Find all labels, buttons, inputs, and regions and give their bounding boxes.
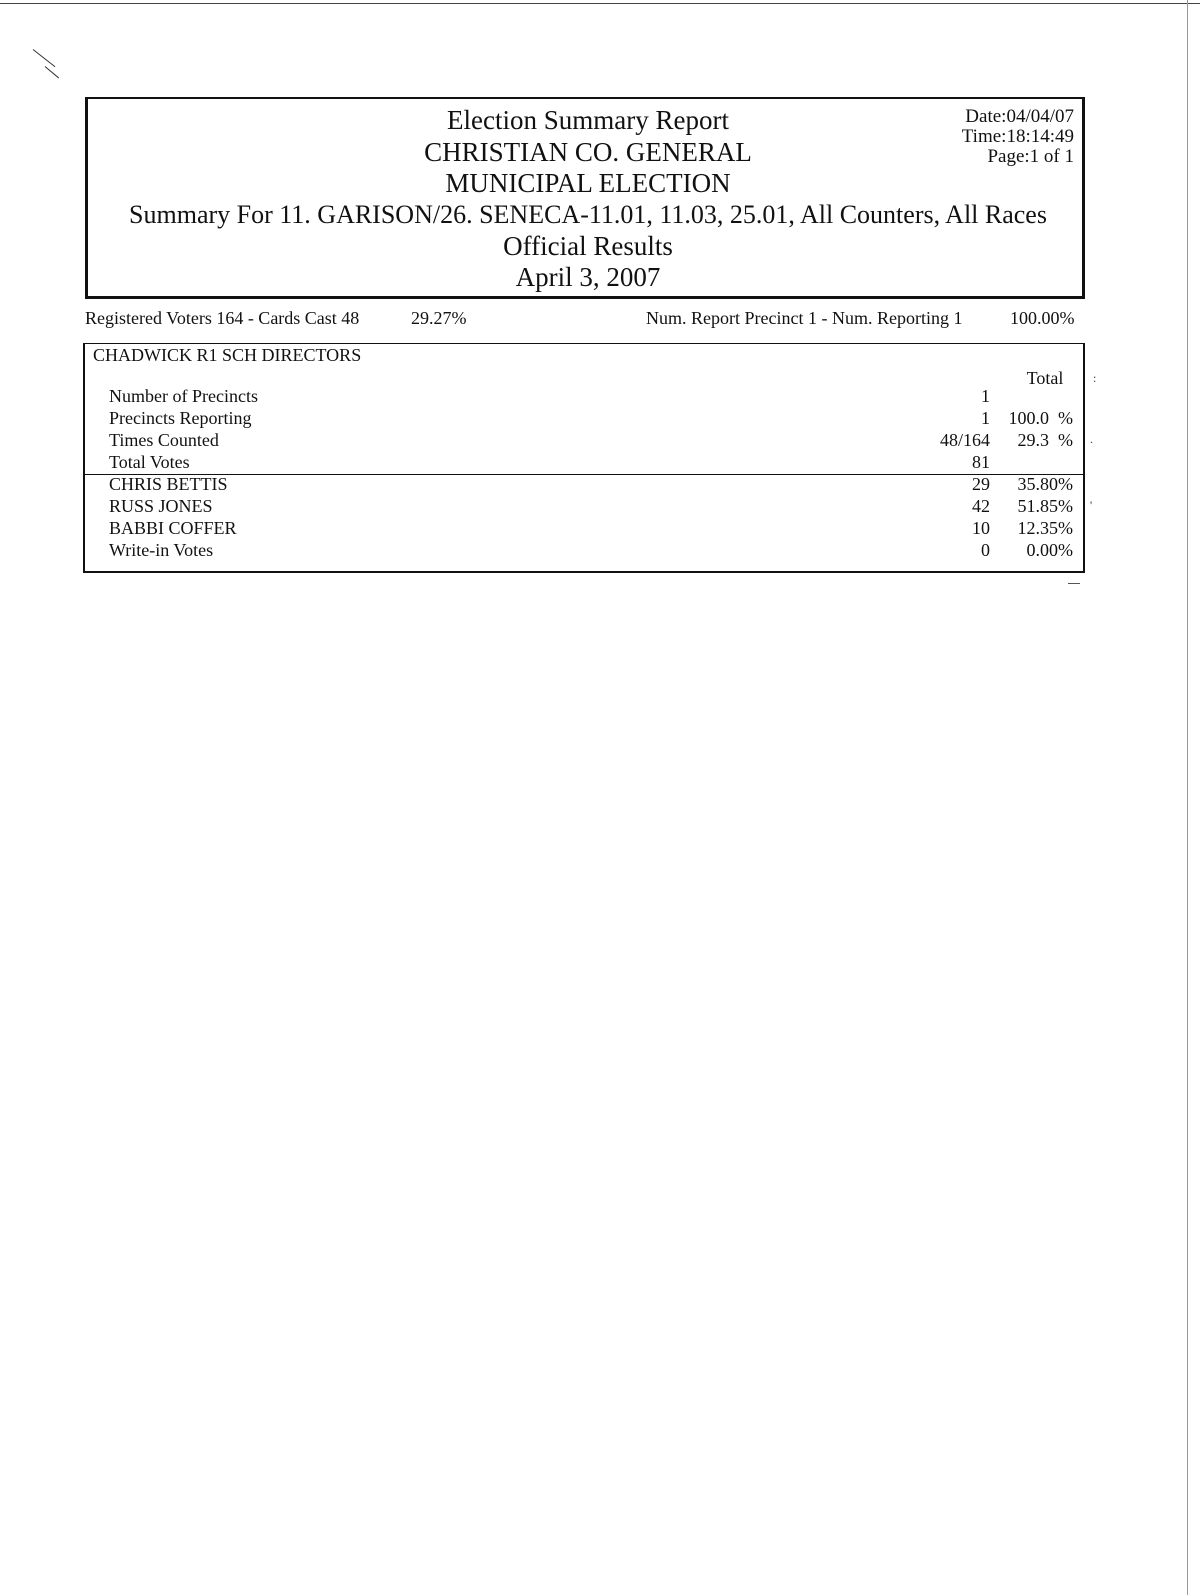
report-page: Page:1 of 1 (987, 146, 1074, 167)
registered-voters-summary: Registered Voters 164 - Cards Cast 48 (85, 308, 360, 328)
total-column-header: Total (1026, 368, 1064, 388)
scan-mark (33, 49, 56, 67)
candidate-percent: 12.35% (1017, 518, 1073, 538)
election-date-line: April 3, 2007 (515, 262, 661, 292)
stat-row (85, 385, 1085, 407)
candidate-row (85, 539, 1085, 561)
precincts-reporting-summary: Num. Report Precinct 1 - Num. Reporting 1 (646, 308, 963, 328)
scan-edge-top (0, 3, 1200, 4)
official-results-line: Official Results (503, 231, 673, 261)
summary-for-line: Summary For 11. GARISON/26. SENECA-11.01, 11.03, 25.01, All Counters, All Races (129, 200, 1047, 229)
cards-cast-percent: 29.27% (411, 308, 467, 328)
candidate-row (85, 517, 1085, 539)
scan-mark (45, 66, 59, 78)
report-header-box (85, 97, 1085, 299)
stat-label: Total Votes (109, 452, 190, 472)
stat-percent: 100.0 % (1008, 408, 1073, 428)
candidate-votes: 0 (981, 540, 990, 560)
report-title: Election Summary Report (447, 105, 729, 135)
stat-value: 1 (981, 386, 990, 406)
scan-edge-right (1187, 0, 1188, 1595)
race-results-box (83, 343, 1085, 573)
candidate-row (85, 473, 1085, 495)
candidate-votes: 29 (972, 474, 990, 494)
stat-row (85, 451, 1085, 473)
candidate-percent: 35.80% (1017, 474, 1073, 494)
candidate-votes: 10 (972, 518, 990, 538)
candidate-percent: 51.85% (1017, 496, 1073, 516)
stat-label: Precincts Reporting (109, 408, 252, 428)
stat-value: 1 (981, 408, 990, 428)
scan-speck: . (1090, 432, 1093, 446)
candidate-votes: 42 (972, 496, 990, 516)
candidate-name: BABBI COFFER (109, 518, 237, 538)
stat-label: Times Counted (109, 430, 219, 450)
jurisdiction-line: CHRISTIAN CO. GENERAL (424, 137, 752, 167)
candidate-name: RUSS JONES (109, 496, 213, 516)
stat-row (85, 429, 1085, 451)
scan-speck: ' (1090, 498, 1093, 512)
stat-value: 81 (972, 452, 990, 472)
report-time: Time:18:14:49 (961, 126, 1074, 147)
candidate-name: Write-in Votes (109, 540, 214, 560)
stat-value: 48/164 (939, 430, 990, 450)
race-title: CHADWICK R1 SCH DIRECTORS (93, 345, 362, 365)
candidate-name: CHRIS BETTIS (109, 474, 228, 494)
report-date: Date:04/04/07 (965, 106, 1074, 127)
candidate-row (85, 495, 1085, 517)
stat-label: Number of Precincts (109, 386, 258, 406)
scan-speck: : (1093, 371, 1097, 385)
report-meta (962, 107, 1074, 167)
scan-speck (1068, 583, 1080, 584)
election-line: MUNICIPAL ELECTION (445, 168, 731, 198)
precincts-reporting-percent: 100.00% (1010, 308, 1075, 328)
stat-percent: 29.3 % (1017, 430, 1073, 450)
stat-row (85, 407, 1085, 429)
candidate-percent: 0.00% (1026, 540, 1073, 560)
